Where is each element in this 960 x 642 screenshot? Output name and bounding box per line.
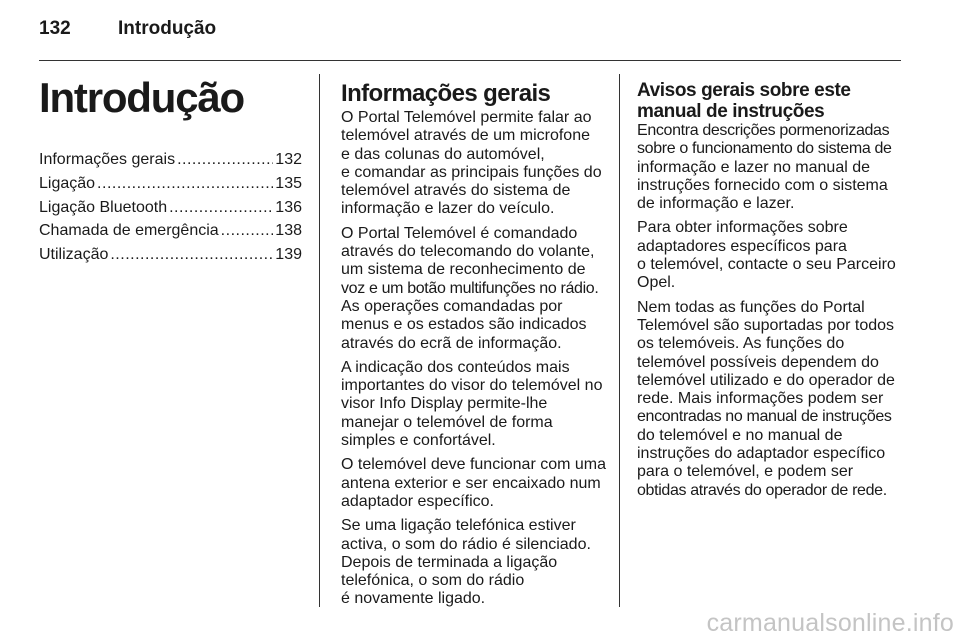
toc-entry[interactable] [39,243,302,267]
toc-entry-label: Informações gerais [39,151,176,168]
toc-entry[interactable] [39,196,302,220]
watermark: carmanualsonline.info [706,609,954,637]
header-divider [39,60,901,61]
toc-entry-label: Utilização [39,246,109,264]
toc-leader-dots [110,243,273,267]
toc-leader-dots [169,196,273,220]
toc-entry-label: Ligação [39,174,96,192]
column-divider [319,74,320,607]
section-manual-notes [637,80,909,506]
toc-entry-label: Ligação Bluetooth [39,198,168,216]
toc-entry-label: Chamada de emergência [39,222,219,240]
toc-entry[interactable] [39,148,302,172]
toc-entry-page: 136 [275,198,302,216]
toc-leader-dots [177,148,273,172]
paragraph: O telemóvel deve funcionar com uma antena exterior e ser encaixado num adaptador específico. [341,456,607,510]
section-heading: Informações gerais [341,80,551,107]
toc-leader-dots [221,219,274,243]
running-title: Introdução [118,18,217,39]
section-general-info [341,80,611,615]
toc-entry-page: 139 [275,246,302,264]
paragraph: Encontra descrições pormenorizadas sobre o funcionamento do sistema de informação e lazer no manual de instruções fornecido com o sistema de informação e lazer. [637,122,892,213]
paragraph: Nem todas as funções do Portal Telemóvel são suportadas por todos os telemóveis. As funções do telemóvel possíveis dependem do telemóvel utilizado e do operador de rede. Mais informações podem ser encontradas no manual de instruções do telemóvel e no manual de instruções do adaptador específico para o telemóvel, e podem ser obtidas através do operador de rede. [637,298,895,499]
chapter-title: Introdução [39,74,244,121]
toc-entry-page: 132 [275,151,302,168]
toc-leader-dots [97,172,273,196]
paragraph: Se uma ligação telefónica estiver activa, o som do rádio é silenciado. Depois de terminada a ligação telefónica, o som do rádio é novamente ligado. [341,517,591,608]
paragraph: O Portal Telemóvel é comandado através do telecomando do volante, um sistema de reconhecimento de voz e um botão multifunções no rádio. As operações comandadas por menus e os estados são indicados através do ecrã de informação. [341,224,599,352]
section-heading: Avisos gerais sobre este manual de instruções [637,80,851,122]
paragraph: Para obter informações sobre adaptadores específicos para o telemóvel, contacte o seu Parceiro Opel. [637,219,896,292]
column-divider [619,74,620,607]
paragraph: O Portal Telemóvel permite falar ao telemóvel através de um microfone e das colunas do automóvel, e comandar as principais funções do telemóvel através do sistema de informação e lazer do veículo. [341,109,602,218]
toc-entry-page: 135 [275,174,302,192]
toc-entry[interactable] [39,219,302,243]
paragraph: A indicação dos conteúdos mais importantes do visor do telemóvel no visor Info Display permite-lhe manejar o telemóvel de forma simples e confortável. [341,358,603,450]
toc-entry[interactable] [39,172,302,196]
table-of-contents [39,148,302,267]
toc-entry-page: 138 [275,222,302,240]
page-number: 132 [39,18,71,39]
